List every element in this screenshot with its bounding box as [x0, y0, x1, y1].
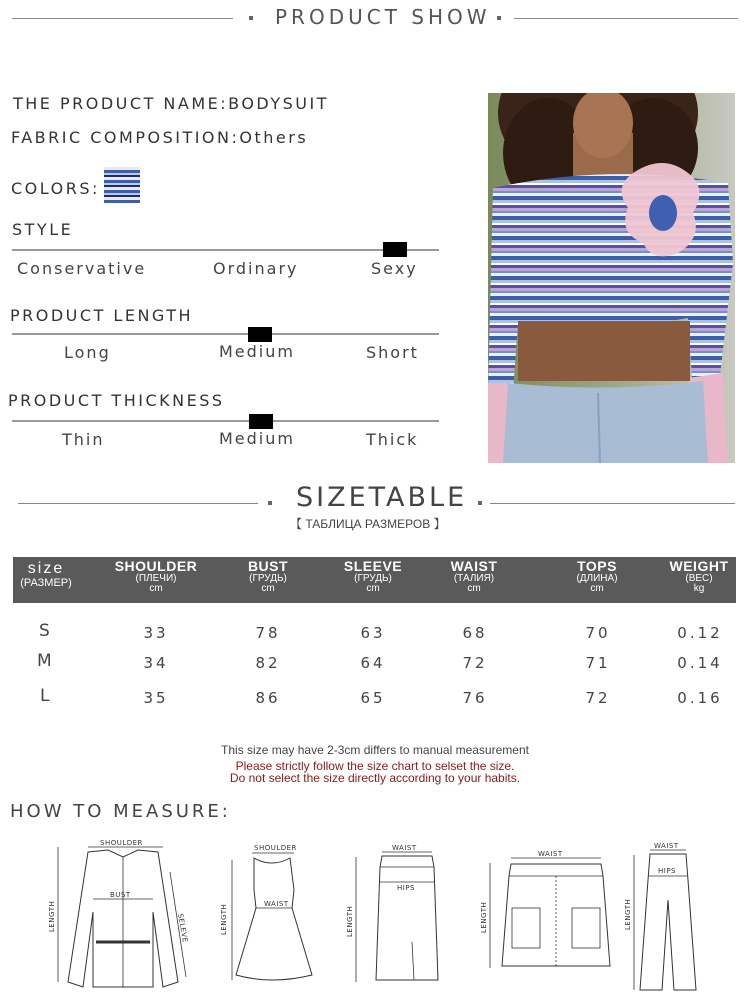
- row-s-tops: 70: [585, 624, 611, 642]
- jacket-diagram: [48, 832, 198, 994]
- sizetable-rule-right: [490, 503, 735, 504]
- header-dot-left: [249, 16, 253, 20]
- row-l-size: L: [40, 686, 50, 706]
- row-l-waist: 76: [462, 689, 488, 707]
- note-measurement: This size may have 2-3cm differs to manual measurement: [221, 743, 529, 757]
- col-tops-main: TOPS: [577, 558, 617, 574]
- pants-hips-label: HIPS: [658, 867, 676, 875]
- row-s-weight: 0.12: [677, 624, 723, 642]
- product-name-value: BODYSUIT: [228, 94, 330, 113]
- style-scale-line: [12, 249, 439, 251]
- sizetable-rule-left: [18, 503, 258, 504]
- col-tops-unit: cm: [590, 583, 604, 595]
- col-waist-sub: (ТАЛИЯ): [453, 572, 495, 584]
- dress-diagram: [214, 840, 314, 990]
- length-label-long: Long: [64, 343, 111, 362]
- length-label-medium: Medium: [219, 342, 295, 361]
- jacket-length-label: LENGTH: [48, 900, 56, 932]
- row-m-bust: 82: [255, 654, 281, 672]
- row-l-weight: 0.16: [677, 689, 723, 707]
- row-l-sleeve: 65: [360, 689, 386, 707]
- row-m-sleeve: 64: [360, 654, 386, 672]
- product-name-label: THE PRODUCT NAME:: [13, 94, 229, 113]
- style-label-sexy: Sexy: [371, 259, 418, 278]
- style-label-conservative: Conservative: [17, 259, 147, 278]
- col-shoulder-sub: (ПЛЕЧИ): [135, 572, 177, 584]
- skirt-hips-label: HIPS: [397, 884, 415, 892]
- header-rule-right: [514, 18, 738, 19]
- row-l-shoulder: 35: [143, 689, 169, 707]
- col-weight: [664, 559, 734, 595]
- col-bust-sub: (ГРУДЬ): [249, 572, 287, 584]
- style-title: STYLE: [12, 220, 74, 239]
- col-shoulder-main: SHOULDER: [114, 558, 198, 574]
- row-m-size: M: [37, 651, 52, 671]
- col-sleeve-main: SLEEVE: [343, 558, 403, 574]
- col-shoulder: [106, 559, 206, 595]
- header-dot-right: [497, 16, 501, 20]
- page-title: PRODUCT SHOW: [275, 5, 491, 29]
- note-follow-chart: Please strictly follow the size chart to selset the size.: [235, 759, 515, 773]
- col-size: [13, 561, 79, 589]
- length-marker: [248, 327, 272, 342]
- header-rule-left: [12, 18, 233, 19]
- row-m-waist: 72: [462, 654, 488, 672]
- length-title: PRODUCT LENGTH: [10, 306, 194, 325]
- col-weight-sub: (ВЕС): [685, 572, 713, 584]
- col-sleeve-unit: cm: [366, 583, 380, 595]
- col-tops: [557, 559, 637, 595]
- skirt-waist-label: WAIST: [392, 844, 417, 852]
- fabric-composition: [11, 128, 308, 147]
- product-photo: [488, 93, 735, 463]
- jacket-shoulder-label: SHOULDER: [100, 839, 143, 847]
- row-l-bust: 86: [255, 689, 281, 707]
- col-waist-main: WAIST: [450, 558, 498, 574]
- col-sleeve-sub: (ГРУДЬ): [354, 572, 392, 584]
- thickness-title: PRODUCT THICKNESS: [8, 391, 225, 410]
- fabric-value: Others: [239, 128, 309, 147]
- dress-length-label: LENGTH: [220, 903, 228, 935]
- col-shoulder-unit: cm: [149, 583, 163, 595]
- col-bust-unit: cm: [261, 583, 275, 595]
- col-bust: [228, 559, 308, 595]
- col-weight-main: WEIGHT: [669, 558, 729, 574]
- col-waist: [434, 559, 514, 595]
- row-s-shoulder: 33: [143, 624, 169, 642]
- row-s-waist: 68: [462, 624, 488, 642]
- row-s-sleeve: 63: [360, 624, 386, 642]
- pants-waist-label: WAIST: [654, 842, 679, 850]
- col-size-main: size: [27, 560, 65, 577]
- length-label-short: Short: [366, 343, 419, 362]
- col-size-sub: (РАЗМЕР): [20, 576, 72, 589]
- dress-shoulder-label: SHOULDER: [254, 844, 297, 852]
- colors-label: COLORS:: [11, 179, 100, 198]
- row-m-shoulder: 34: [143, 654, 169, 672]
- skirt-length-label: LENGTH: [346, 905, 354, 937]
- sizetable-dot-left: [268, 501, 272, 505]
- col-bust-main: BUST: [247, 558, 289, 574]
- denim-length-label: LENGTH: [480, 901, 488, 933]
- sizetable-subtitle: 【 ТАБЛИЦА РАЗМЕРОВ 】: [290, 517, 446, 531]
- row-m-weight: 0.14: [677, 654, 723, 672]
- pants-diagram: [624, 840, 704, 995]
- thickness-marker: [249, 414, 273, 429]
- product-name: [13, 94, 329, 113]
- pants-length-label: LENGTH: [624, 898, 632, 930]
- col-weight-unit: kg: [693, 583, 705, 595]
- dress-waist-label: WAIST: [264, 900, 289, 908]
- style-marker: [383, 242, 407, 257]
- color-swatch[interactable]: [104, 167, 140, 203]
- sizetable-title: SIZETABLE: [296, 482, 468, 513]
- thickness-label-thin: Thin: [62, 430, 105, 449]
- skirt-diagram: [342, 842, 452, 987]
- thickness-scale-line: [12, 420, 439, 422]
- row-s-size: S: [39, 621, 50, 641]
- jacket-sleeve-label: SELEVE: [176, 912, 190, 944]
- note-habits: Do not select the size directly according to your habits.: [229, 771, 521, 785]
- thickness-label-thick: Thick: [366, 430, 419, 449]
- jacket-bust-label: BUST: [110, 891, 131, 899]
- how-to-measure-title: HOW TO MEASURE:: [10, 801, 231, 822]
- denim-skirt-diagram: [476, 848, 616, 978]
- fabric-label: FABRIC COMPOSITION:: [11, 128, 240, 147]
- sizetable-dot-right: [478, 501, 482, 505]
- row-l-tops: 72: [585, 689, 611, 707]
- thickness-label-medium: Medium: [219, 429, 295, 448]
- col-waist-unit: cm: [467, 583, 481, 595]
- length-scale-line: [12, 333, 439, 335]
- style-label-ordinary: Ordinary: [213, 259, 299, 278]
- denim-waist-label: WAIST: [538, 850, 563, 858]
- row-m-tops: 71: [585, 654, 611, 672]
- row-s-bust: 78: [255, 624, 281, 642]
- col-tops-sub: (ДЛИНА): [576, 572, 618, 584]
- col-sleeve: [333, 559, 413, 595]
